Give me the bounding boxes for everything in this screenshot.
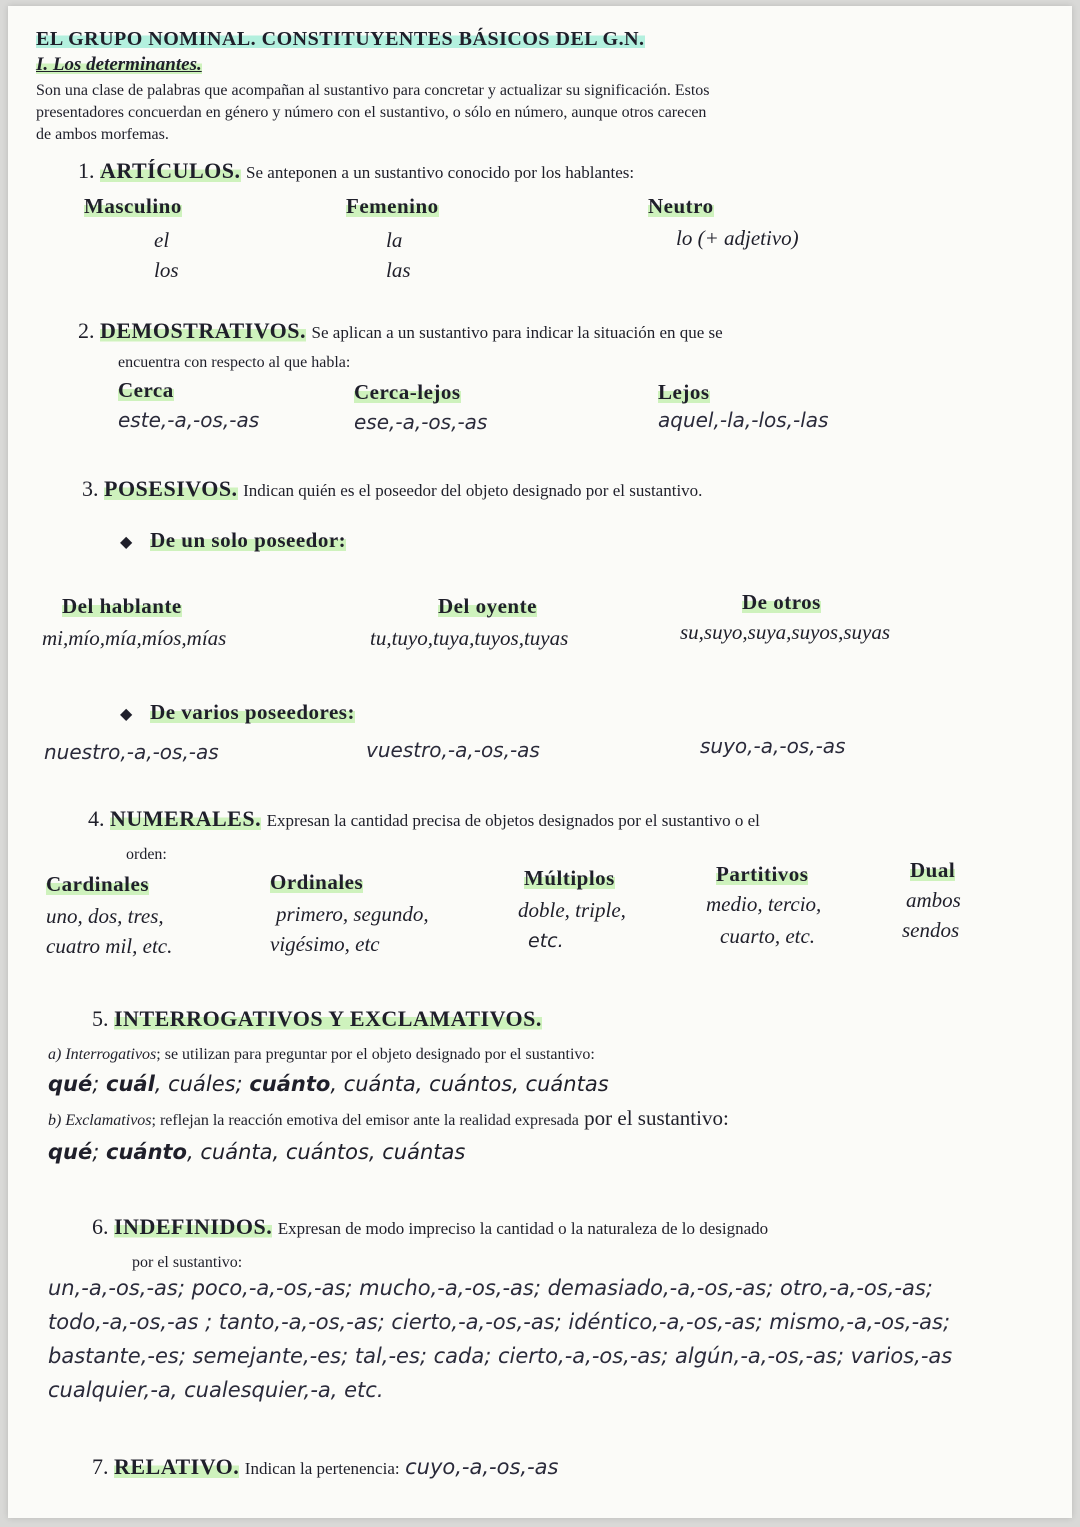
numerales-col-multiplos [524,866,615,891]
exclamativos-forms [48,1140,465,1164]
column-header: Partitivos [716,862,809,886]
section-description: Indican quién es el poseedor del objeto designado por el sustantivo. [243,481,703,500]
interrogativos-heading [92,1006,542,1032]
interrogativos-a [48,1046,595,1064]
form-sep: ; [92,1140,106,1164]
demostrativo-forms: aquel,-la,-los,-las [658,408,829,432]
intro-line-3: de ambos morfemas. [36,126,169,143]
section-title: POSESIVOS. [104,476,238,501]
posesivo-forms: tu,tuyo,tuya,tuyos,tuyas [370,626,569,650]
section-number: 2. [78,318,95,343]
section-title: INTERROGATIVOS Y EXCLAMATIVOS. [114,1006,542,1031]
section-description: Se aplican a un sustantivo para indicar la situación en que se [311,323,723,342]
column-header: Múltiplos [524,866,615,890]
numeral-forms: ambos [906,888,961,912]
posesivos-col-otros [742,590,821,615]
section-number: 1. [78,158,95,183]
indefinidos-forms-line: todo,-a,-os,-as ; tanto,-a,-os,-as; cierto,-a,-os,-as; idéntico,-a,-os,-as; mismo,-a,-os,-as; [48,1310,951,1334]
indefinidos-description-2: por el sustantivo: [132,1254,243,1271]
diamond-bullet-icon: ◆ [120,706,133,723]
section-number: 7. [92,1454,109,1479]
subsection-label: b) Exclamativos [48,1112,152,1129]
posesivos-heading [82,476,702,502]
posesivo-varios-forms: vuestro,-a,-os,-as [366,738,540,762]
numeral-forms: cuatro mil, etc. [46,934,173,958]
column-header: Cerca-lejos [354,380,461,404]
column-header: Ordinales [270,870,364,894]
demostrativos-col-cerca [118,378,174,403]
demostrativos-col-cerca-lejos [354,380,461,405]
numeral-forms: sendos [902,918,960,942]
diamond-bullet-icon: ◆ [120,534,133,551]
articulos-col-neutro [648,194,714,219]
form-regular: , cuánta, cuántos, cuántas [330,1072,609,1096]
section-title: INDEFINIDOS. [114,1214,273,1239]
column-header: Femenino [346,194,439,218]
page-title [36,28,645,51]
section-description: Expresan la cantidad precisa de objetos designados por el sustantivo o el [266,811,760,830]
numerales-heading [88,806,760,832]
form-bold: cuánto [106,1140,187,1164]
form-regular: , cuáles; [154,1072,250,1096]
document-page [8,6,1072,1518]
posesivos-bullet-varios-poseedores [120,700,355,725]
indefinidos-forms-line: un,-a,-os,-as; poco,-a,-os,-as; mucho,-a,-os,-as; demasiado,-a,-os,-as; otro,-a,-os,-as; [48,1276,933,1300]
subsection-description: ; se utilizan para preguntar por el objeto designado por el sustantivo: [156,1046,595,1063]
form-regular: , cuánta, cuántos, cuántas [187,1140,466,1164]
section-title: RELATIVO. [114,1454,240,1479]
articulo-form: lo (+ adjetivo) [676,226,799,250]
posesivos-col-hablante [62,594,182,619]
column-header: Neutro [648,194,714,218]
column-header: De otros [742,590,821,614]
posesivos-bullet-un-poseedor [120,528,346,553]
posesivo-varios-forms: nuestro,-a,-os,-as [44,740,219,764]
section-description: Indican la pertenencia: [244,1459,400,1478]
subsection-description: ; reflejan la reacción emotiva del emisor ante la realidad expresada [151,1112,579,1129]
numeral-forms: doble, triple, [518,898,626,922]
numeral-forms: vigésimo, etc [270,932,380,956]
numerales-col-partitivos [716,862,808,887]
posesivo-forms: su,suyo,suya,suyos,suyas [680,620,890,644]
exclamativos-b [48,1106,729,1131]
section-subtitle-text: I. Los determinantes. [36,54,202,75]
section-title: ARTÍCULOS. [100,158,241,183]
posesivo-forms: mi,mío,mía,míos,mías [42,626,227,650]
column-header: Lejos [658,380,710,404]
articulo-form: las [386,258,411,282]
form-bold: qué [48,1140,93,1164]
page-title-text: EL GRUPO NOMINAL. CONSTITUYENTES BÁSICOS DEL G.N. [36,28,645,50]
section-number: 3. [82,476,99,501]
form-sep: ; [92,1072,106,1096]
demostrativos-description-2: encuentra con respecto al que habla: [118,354,351,371]
form-bold: qué [48,1072,93,1096]
demostrativos-col-lejos [658,380,710,405]
column-header: Dual [910,858,956,882]
form-bold: cuál [106,1072,155,1096]
articulo-form: los [154,258,179,282]
section-title: NUMERALES. [110,806,262,831]
bullet-label: De varios poseedores: [150,700,355,724]
section-number: 4. [88,806,105,831]
articulos-col-femenino [346,194,439,219]
section-description: Se anteponen a un sustantivo conocido por los hablantes: [246,163,635,182]
posesivos-col-oyente [438,594,537,619]
demostrativos-heading [78,318,723,344]
demostrativo-forms: ese,-a,-os,-as [354,410,488,434]
subsection-label: a) Interrogativos [48,1046,157,1063]
relativo-forms: cuyo,-a,-os,-as [405,1455,559,1479]
form-bold: cuánto [249,1072,331,1096]
articulos-heading [78,158,634,184]
numeral-forms: etc. [528,930,564,952]
numerales-col-dual [910,858,955,883]
numeral-forms: medio, tercio, [706,892,822,916]
subsection-description-large: por el sustantivo: [578,1106,729,1130]
relativo-heading [92,1454,558,1480]
numerales-description-2: orden: [126,846,167,863]
articulos-col-masculino [84,194,182,219]
column-header: Del oyente [438,594,537,618]
demostrativo-forms: este,-a,-os,-as [118,408,260,432]
section-title: DEMOSTRATIVOS. [100,318,307,343]
numerales-col-cardinales [46,872,149,897]
indefinidos-heading [92,1214,768,1240]
section-subtitle [36,54,202,76]
column-header: Cardinales [46,872,150,896]
numeral-forms: uno, dos, tres, [46,904,164,928]
numeral-forms: cuarto, etc. [720,924,816,948]
intro-line-2: presentadores concuerdan en género y número con el sustantivo, o sólo en número, aunque otros carecen [36,104,707,121]
section-description: Expresan de modo impreciso la cantidad o la naturaleza de lo designado [277,1219,769,1238]
articulo-form: el [154,228,170,252]
bullet-label: De un solo poseedor: [150,528,347,552]
posesivo-varios-forms: suyo,-a,-os,-as [700,734,846,758]
indefinidos-forms-line: bastante,-es; semejante,-es; tal,-es; cada; cierto,-a,-os,-as; algún,-a,-os,-as; varios,-as [48,1344,953,1368]
section-number: 5. [92,1006,109,1031]
column-header: Masculino [84,194,182,218]
numeral-forms: primero, segundo, [276,902,429,926]
numerales-col-ordinales [270,870,363,895]
indefinidos-forms-line: cualquier,-a, cualesquier,-a, etc. [48,1378,384,1402]
section-number: 6. [92,1214,109,1239]
column-header: Cerca [118,378,174,402]
articulo-form: la [386,228,403,252]
column-header: Del hablante [62,594,182,618]
intro-line-1: Son una clase de palabras que acompañan al sustantivo para concretar y actualizar su significación. Estos [36,82,710,99]
interrogativos-forms [48,1072,609,1096]
